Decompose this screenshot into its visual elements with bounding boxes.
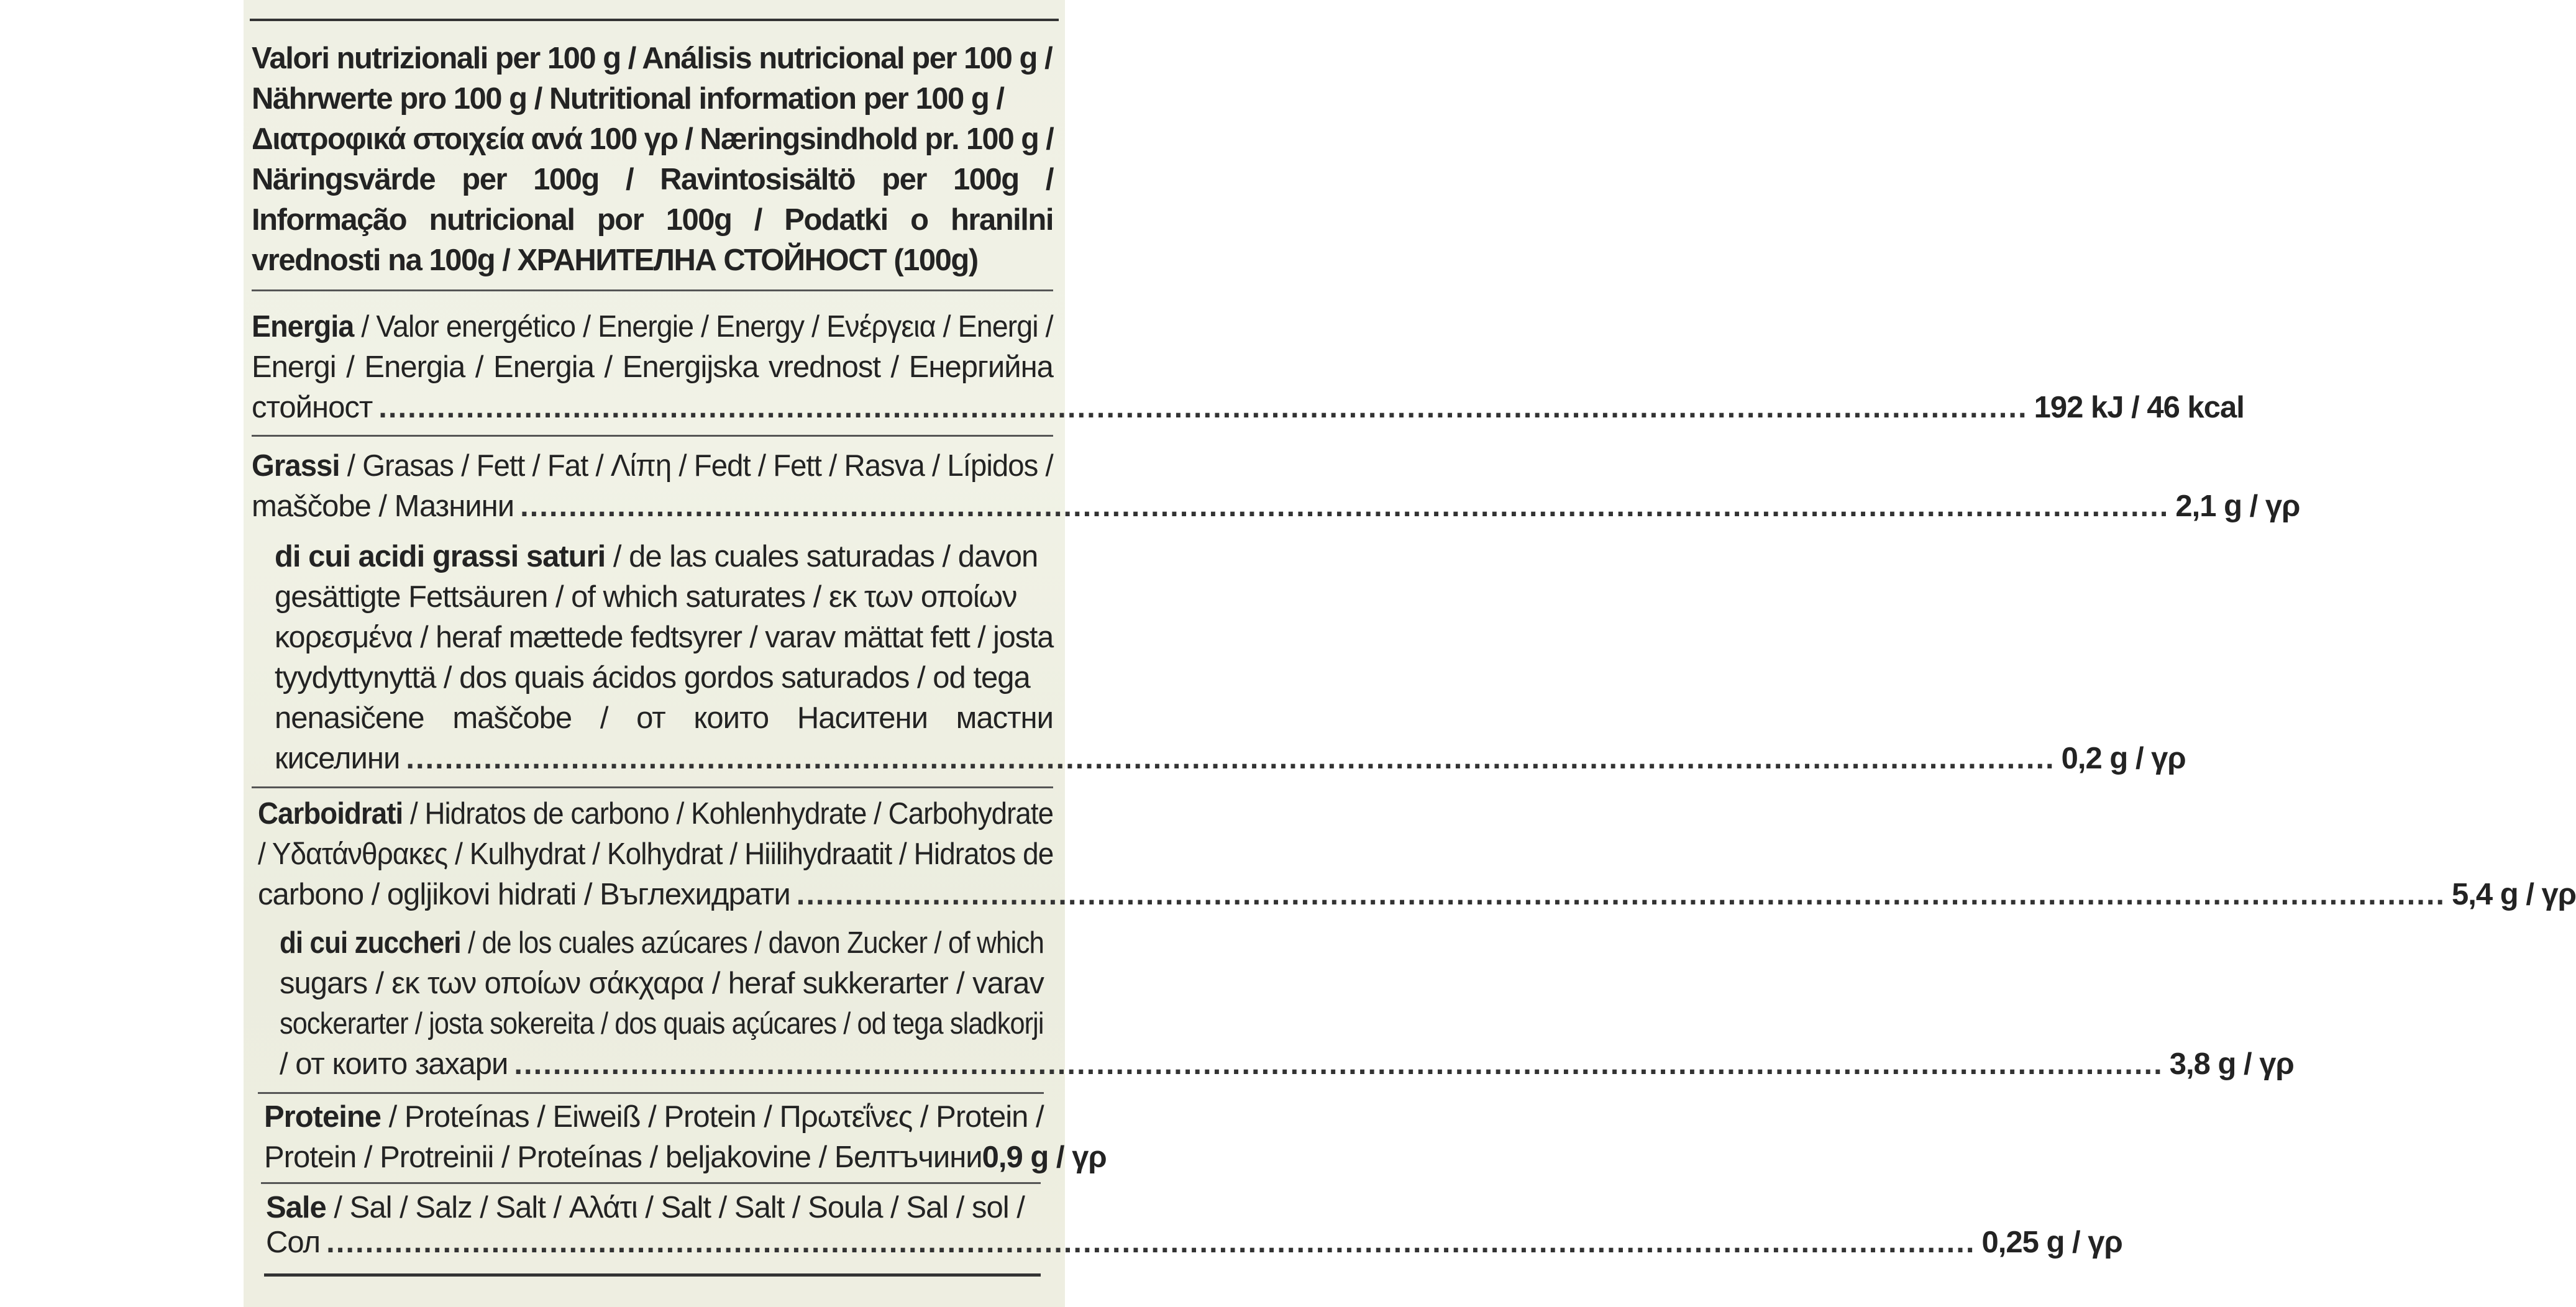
carbs-line-3: carbono / ogljikovi hidrati / Въглехидрати .......................................................................................................................................................................... 5,4 g / γρ [258, 875, 1053, 914]
protein-value: 0,9 g / γρ [982, 1141, 1107, 1174]
fat-line-1: Grassi / Grasas / Fett / Fat / Λίπη / Fedt / Fett / Rasva / Lípidos / [252, 449, 1053, 483]
saturates-line-1: di cui acidi grassi saturi / de las cuales saturadas / davon [275, 540, 1038, 573]
top-rule [250, 19, 1059, 21]
saturates-line-2: gesättigte Fettsäuren / of which saturates / εκ των οποίων [275, 580, 1017, 614]
leader-dots: .......................................................................................................................................................................... [520, 490, 2170, 523]
header-line-1: Valori nutrizionali per 100 g / Análisis nutricional per 100 g / [252, 42, 1053, 75]
bottom-rule [264, 1273, 1041, 1277]
carbs-line-2: / Υδατάνθρακες / Kulhydrat / Kolhydrat / Hiilihydraatit / Hidratos de [258, 837, 1054, 871]
saturates-line-5: nenasičene maščobe / от които Наситени мастни [275, 701, 1053, 735]
saturates-value: 0,2 g / γρ [2061, 742, 2186, 775]
salt-line-1: Sale / Sal / Salz / Salt / Αλάτι / Salt / Salt / Soula / Sal / sol / [266, 1191, 1025, 1224]
fat-line-2: maščobe / Мазнини .......................................................................................................................................................................... 2,1 g / γρ [252, 486, 1053, 526]
fat-value: 2,1 g / γρ [2175, 490, 2300, 523]
carbs-line-1: Carboidrati / Hidratos de carbono / Kohlenhydrate / Carbohydrate [258, 797, 1054, 831]
header-line-3: Διατροφικά στοιχεία ανά 100 γρ / Næringsindhold pr. 100 g / [252, 122, 1054, 156]
separator-header [252, 289, 1053, 291]
header-line-2: Nährwerte pro 100 g / Nutritional information per 100 g / [252, 82, 1004, 116]
sugars-line-1: di cui zuccheri / de los cuales azúcares / davon Zucker / of which [280, 926, 1044, 960]
salt-value: 0,25 g / γρ [1981, 1226, 2122, 1259]
energy-line-1: Energia / Valor energético / Energie / Energy / Ενέργεια / Energi / [252, 310, 1053, 344]
separator-protein [261, 1182, 1041, 1184]
saturates-line-6: киселини .......................................................................................................................................................................... 0,2 g / γρ [275, 739, 1053, 778]
saturates-line-4: tyydyttynyttä / dos quais ácidos gordos saturados / od tega [275, 661, 1030, 694]
header-line-6: vrednosti na 100g / ХРАНИТЕЛНА СТОЙНОСТ (100g) [252, 244, 978, 277]
sugars-value: 3,8 g / γρ [2169, 1047, 2294, 1081]
saturates-line-3: κορεσμένα / heraf mættede fedtsyrer / varav mättat fett / josta [275, 621, 1054, 654]
leader-dots: .......................................................................................................................................................................... [796, 878, 2446, 911]
leader-dots: .......................................................................................................................................................................... [378, 391, 2028, 424]
energy-line-2: Energi / Energia / Energia / Energijska vrednost / Енергийна [252, 350, 1053, 384]
separator-fat [252, 786, 1053, 788]
sugars-line-4: / от които захари .......................................................................................................................................................................... 3,8 g / γρ [280, 1044, 1044, 1084]
leader-dots: .......................................................................................................................................................................... [406, 742, 2055, 775]
energy-value: 192 kJ / 46 kcal [2034, 391, 2244, 424]
protein-line-1: Proteine / Proteínas / Eiweiß / Protein / Πρωτεΐνες / Protein / [264, 1100, 1044, 1134]
leader-dots: .......................................................................................................................................................................... [326, 1226, 1976, 1259]
leader-dots: .......................................................................................................................................................................... [514, 1047, 2163, 1081]
sugars-line-2: sugars / εκ των οποίων σάκχαρα / heraf sukkerarter / varav [280, 967, 1044, 1000]
separator-energy [252, 435, 1053, 437]
carbs-value: 5,4 g / γρ [2452, 878, 2576, 911]
header-line-4: Näringsvärde per 100g / Ravintosisältö per 100g / [252, 163, 1053, 196]
energy-line-3: стойност .......................................................................................................................................................................... 192 kJ / 46 kcal [252, 388, 1053, 427]
header-line-5: Informação nutricional por 100g / Podatki o hranilni [252, 203, 1053, 237]
protein-line-2: Protein / Protreinii / Proteínas / beljakovine / Белтъчини 0,9 g / γρ [264, 1137, 1044, 1177]
separator-carbs [258, 1092, 1044, 1094]
salt-line-2: Сол .......................................................................................................................................................................... 0,25 g / γρ [266, 1223, 1043, 1262]
sugars-line-3: sockerarter / josta sokereita / dos quais açúcares / od tega sladkorji [280, 1007, 1044, 1041]
